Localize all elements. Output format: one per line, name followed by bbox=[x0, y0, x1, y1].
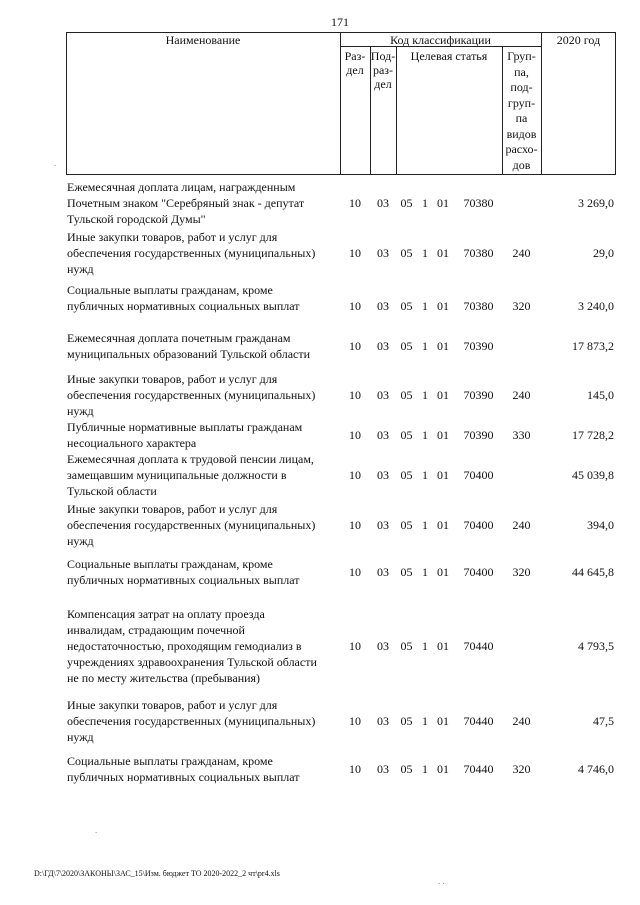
row-t4: 70400 bbox=[463, 565, 494, 579]
page-number: 171 bbox=[331, 15, 349, 29]
row-section: 10 bbox=[349, 196, 361, 210]
row-name: Иные закупки товаров, работ и услуг для обеспечения государственных (муниципальных) нужд bbox=[67, 502, 316, 548]
row-section: 10 bbox=[349, 339, 361, 353]
row-group: 330 bbox=[512, 428, 531, 442]
file-path-footer: D:\ГД\7\2020\ЗАКОНЫ\ЗАС_15\Изм. бюджет ТО 2020-2022_2 чт\pr4.xls bbox=[34, 869, 280, 878]
table-row bbox=[0, 282, 640, 330]
row-t3: 01 bbox=[437, 246, 449, 260]
row-t2: 1 bbox=[422, 639, 428, 653]
row-section: 10 bbox=[349, 299, 361, 313]
row-group: 240 bbox=[512, 388, 531, 402]
row-t2: 1 bbox=[422, 428, 428, 442]
row-section: 10 bbox=[349, 639, 361, 653]
row-subsection: 03 bbox=[377, 518, 389, 532]
row-section: 10 bbox=[349, 714, 361, 728]
row-name: Социальные выплаты гражданам, кроме публичных нормативных социальных выплат bbox=[67, 283, 300, 313]
row-section: 10 bbox=[349, 468, 361, 482]
table-row bbox=[0, 753, 640, 785]
row-t1: 05 bbox=[400, 468, 413, 482]
row-t4: 70380 bbox=[463, 246, 494, 260]
row-name: Ежемесячная доплата лицам, награжденным Почетным знаком "Серебряный знак - депутат Тульской городской Думы" bbox=[67, 180, 305, 226]
row-amount: 47,5 bbox=[593, 714, 614, 728]
header-group: Груп- па, под- груп- па видов расхо- дов bbox=[505, 49, 538, 172]
row-section: 10 bbox=[349, 762, 361, 776]
row-group: 240 bbox=[512, 714, 531, 728]
row-subsection: 03 bbox=[377, 714, 389, 728]
header-section: Раз- дел bbox=[344, 49, 366, 77]
row-t2: 1 bbox=[422, 468, 428, 482]
table-row bbox=[0, 501, 640, 549]
row-subsection: 03 bbox=[377, 762, 389, 776]
row-t1: 05 bbox=[400, 196, 413, 210]
header-name: Наименование bbox=[165, 33, 241, 47]
row-name: Иные закупки товаров, работ и услуг для обеспечения государственных (муниципальных) нужд bbox=[67, 230, 316, 276]
row-name: Социальные выплаты гражданам, кроме публичных нормативных социальных выплат bbox=[67, 557, 300, 587]
row-t1: 05 bbox=[400, 339, 413, 353]
row-section: 10 bbox=[349, 388, 361, 402]
row-t2: 1 bbox=[422, 339, 428, 353]
row-t1: 05 bbox=[400, 762, 413, 776]
row-t2: 1 bbox=[422, 246, 428, 260]
row-t3: 01 bbox=[437, 388, 449, 402]
row-t4: 70390 bbox=[463, 339, 494, 353]
row-t1: 05 bbox=[400, 518, 413, 532]
row-amount: 29,0 bbox=[593, 246, 614, 260]
scan-speck: . . bbox=[438, 876, 445, 886]
row-t1: 05 bbox=[400, 388, 413, 402]
row-section: 10 bbox=[349, 246, 361, 260]
row-t1: 05 bbox=[400, 428, 413, 442]
row-name: Иные закупки товаров, работ и услуг для обеспечения государственных (муниципальных) нужд bbox=[67, 698, 316, 744]
row-t4: 70400 bbox=[463, 518, 494, 532]
row-t4: 70440 bbox=[463, 714, 494, 728]
row-t4: 70390 bbox=[463, 388, 494, 402]
row-t1: 05 bbox=[400, 246, 413, 260]
row-name: Ежемесячная доплата почетным гражданам муниципальных образований Тульской области bbox=[67, 331, 311, 361]
header-year: 2020 год bbox=[556, 33, 601, 47]
row-group: 320 bbox=[512, 299, 531, 313]
table-row bbox=[0, 330, 640, 362]
row-t2: 1 bbox=[422, 762, 428, 776]
row-amount: 4 793,5 bbox=[578, 639, 614, 653]
row-t2: 1 bbox=[422, 714, 428, 728]
row-t2: 1 bbox=[422, 565, 428, 579]
row-t3: 01 bbox=[437, 518, 449, 532]
table-row bbox=[0, 371, 640, 419]
row-name: Компенсация затрат на оплату проезда инвалидам, страдающим почечной недостаточностью, проходящим гемодиализ в учреждениях здравоохранения Тульской области не по месту жительства (пребывания) bbox=[67, 607, 317, 685]
row-t4: 70380 bbox=[463, 299, 494, 313]
row-t3: 01 bbox=[437, 468, 449, 482]
table-row bbox=[0, 229, 640, 277]
row-t3: 01 bbox=[437, 428, 449, 442]
row-amount: 45 039,8 bbox=[572, 468, 614, 482]
row-subsection: 03 bbox=[377, 388, 389, 402]
row-group: 240 bbox=[512, 246, 531, 260]
row-t4: 70440 bbox=[463, 639, 494, 653]
header-target-article: Целевая статья bbox=[410, 49, 488, 63]
row-t1: 05 bbox=[400, 565, 413, 579]
row-subsection: 03 bbox=[377, 428, 389, 442]
row-amount: 17 873,2 bbox=[572, 339, 614, 353]
row-t2: 1 bbox=[422, 388, 428, 402]
row-t2: 1 bbox=[422, 518, 428, 532]
row-t4: 70380 bbox=[463, 196, 494, 210]
row-amount: 145,0 bbox=[587, 388, 614, 402]
row-name: Иные закупки товаров, работ и услуг для обеспечения государственных (муниципальных) нужд bbox=[67, 372, 316, 418]
header-divider bbox=[541, 32, 542, 175]
row-t3: 01 bbox=[437, 196, 449, 210]
row-amount: 44 645,8 bbox=[572, 565, 614, 579]
row-group: 240 bbox=[512, 518, 531, 532]
row-name: Ежемесячная доплата к трудовой пенсии лицам, замещавшим муниципальные должности в Тульской области bbox=[67, 452, 314, 498]
row-name: Социальные выплаты гражданам, кроме публичных нормативных социальных выплат bbox=[67, 754, 300, 784]
table-row bbox=[0, 419, 640, 451]
row-t1: 05 bbox=[400, 299, 413, 313]
header-subsection: Под- раз- дел bbox=[370, 49, 396, 91]
row-amount: 3 240,0 bbox=[578, 299, 614, 313]
scan-speck: . bbox=[95, 825, 98, 835]
row-amount: 3 269,0 bbox=[578, 196, 614, 210]
row-t1: 05 bbox=[400, 639, 413, 653]
row-t3: 01 bbox=[437, 339, 449, 353]
row-section: 10 bbox=[349, 428, 361, 442]
table-row bbox=[0, 606, 640, 686]
row-t3: 01 bbox=[437, 639, 449, 653]
row-t3: 01 bbox=[437, 565, 449, 579]
scan-speck: . bbox=[54, 158, 57, 168]
row-t2: 1 bbox=[422, 196, 428, 210]
row-group: 320 bbox=[512, 565, 531, 579]
row-amount: 4 746,0 bbox=[578, 762, 614, 776]
table-row bbox=[0, 556, 640, 588]
row-subsection: 03 bbox=[377, 246, 389, 260]
row-subsection: 03 bbox=[377, 299, 389, 313]
row-subsection: 03 bbox=[377, 639, 389, 653]
row-t2: 1 bbox=[422, 299, 428, 313]
row-subsection: 03 bbox=[377, 468, 389, 482]
table-row bbox=[0, 451, 640, 499]
row-amount: 394,0 bbox=[587, 518, 614, 532]
header-divider bbox=[396, 46, 397, 175]
row-name: Публичные нормативные выплаты гражданам несоциального характера bbox=[67, 420, 303, 450]
row-t4: 70400 bbox=[463, 468, 494, 482]
table-row bbox=[0, 179, 640, 227]
row-t4: 70440 bbox=[463, 762, 494, 776]
row-t3: 01 bbox=[437, 714, 449, 728]
table-row bbox=[0, 697, 640, 745]
row-t1: 05 bbox=[400, 714, 413, 728]
row-subsection: 03 bbox=[377, 339, 389, 353]
row-t3: 01 bbox=[437, 299, 449, 313]
row-amount: 17 728,2 bbox=[572, 428, 614, 442]
row-section: 10 bbox=[349, 565, 361, 579]
row-t4: 70390 bbox=[463, 428, 494, 442]
row-t3: 01 bbox=[437, 762, 449, 776]
row-subsection: 03 bbox=[377, 196, 389, 210]
row-group: 320 bbox=[512, 762, 531, 776]
header-classification: Код классификации bbox=[390, 33, 491, 47]
row-section: 10 bbox=[349, 518, 361, 532]
row-subsection: 03 bbox=[377, 565, 389, 579]
